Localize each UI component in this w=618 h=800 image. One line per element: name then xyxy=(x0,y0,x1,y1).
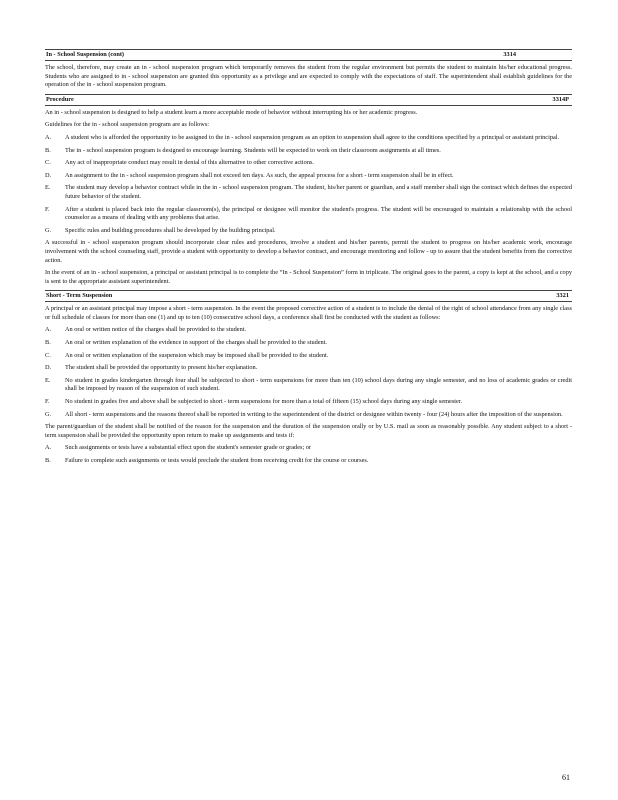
item-label: B. xyxy=(45,146,51,154)
list-item xyxy=(45,364,572,373)
item-label: D. xyxy=(45,364,52,372)
paragraph: The school, therefore, may create an in - school suspension program which temporarily removes the student from the regular environment but permits the student to maintain his/her educational progress. Students who are assigned to in - school suspension are granted this opportunity as a privilege and are expected to comply with the expectations of staff. The superintendent shall establish guidelines for the operation of the in - school suspension program. xyxy=(45,64,572,89)
section-code: 3314P xyxy=(552,95,569,103)
list-item xyxy=(45,352,572,361)
item-label: C. xyxy=(45,159,51,167)
item-text: After a student is placed back into the regular classroom(s), the principal or designee will monitor the student's progress. The student will be encouraged to maintain a relationship with the school counselor as a means of dealing with any problems that arise. xyxy=(65,205,572,222)
section-code: 3314 xyxy=(503,51,516,58)
list-item xyxy=(45,134,572,143)
item-label: G. xyxy=(45,226,52,234)
item-text: An oral or written explanation of the evidence in support of the charges shall be provided to the student. xyxy=(65,339,328,347)
item-label: A. xyxy=(45,444,52,452)
item-label: F. xyxy=(45,205,50,213)
item-text: The student may develop a behavior contract while in the in - school suspension program. The student, his/her parent or guardian, and a staff member shall sign the contract which defines the expected future behavior of the student. xyxy=(65,184,572,200)
list-item xyxy=(45,184,572,201)
paragraph: An in - school suspension is designed to help a student learn a more acceptable mode of behavior without interrupting his or her academic progress. xyxy=(45,108,418,116)
paragraph: A principal or an assistant principal may impose a short - term suspension. In the event the proposed corrective action of a student is to include the denial of the right of school attendance from any single class or full schedule of classes for more than one (1) and up to ten (10) consecutive school days, a conference shall first be conducted with the student as follows: xyxy=(45,305,572,321)
item-label: A. xyxy=(45,133,52,141)
section-header-procedure xyxy=(45,94,572,106)
item-text: Failure to complete such assignments or tests would preclude the student from receiving credit for the course or courses. xyxy=(65,457,369,464)
list-item xyxy=(45,377,572,394)
list-item xyxy=(45,411,572,420)
item-text: No student in grades kindergarten through four shall be subjected to short - term suspensions for more than ten (10) school days during any single semester, and no loss of academic grades or credit shall be imposed by reason of the suspension of such student. xyxy=(65,376,572,393)
section-code: 3321 xyxy=(556,292,569,300)
item-text: An oral or written notice of the charges shall be provided to the student. xyxy=(65,326,247,334)
item-text: Any act of inappropriate conduct may result in denial of this alternative to other corrective actions. xyxy=(65,159,314,167)
item-text: All short - term suspensions and the reasons thereof shall be reported in writing to the superintendent of the district or designee within twenty - four (24) hours after the imposition of the suspension. xyxy=(65,410,563,418)
item-text: An oral or written explanation of the suspension which may be imposed shall be provided to the student. xyxy=(65,351,329,359)
item-text: Such assignments or tests have a substantial effect upon the student's semester grade or grades; or xyxy=(65,444,312,452)
item-text: An assignment to the in - school suspension program shall not exceed ten days. As such, the appeal process for a short - term suspension shall be in effect. xyxy=(65,171,454,179)
item-text: The student shall be provided the opportunity to present his/her explanation. xyxy=(65,364,258,372)
paragraph: The parent/guardian of the student shall be notified of the reason for the suspension and the duration of the suspension orally or by U.S. mail as soon as reasonably possible. Any student subject to a short - term suspension shall be provided the opportunity upon return to make up assignments and tests if: xyxy=(45,423,572,439)
section-title: Procedure xyxy=(46,95,74,103)
list-item xyxy=(45,159,572,168)
paragraph: Guidelines for the in - school suspension program are as follows: xyxy=(45,121,210,129)
list-item xyxy=(45,398,572,407)
item-text: A student who is afforded the opportunity to be assigned to the in - school suspension program as an option to suspension shall agree to the conditions specified by a principal or assistant principal. xyxy=(65,133,560,141)
item-label: B. xyxy=(45,339,51,347)
section-title: Short - Term Suspension xyxy=(46,292,113,300)
section-header-in-school-suspension-cont xyxy=(45,49,572,61)
item-label: B. xyxy=(45,457,51,464)
list-item xyxy=(45,339,572,348)
item-label: D. xyxy=(45,171,52,179)
item-label: E. xyxy=(45,376,51,384)
item-text: The in - school suspension program is designed to encourage learning. Students will be expected to work on their classroom assignments at all times. xyxy=(65,146,441,154)
section-title: In - School Suspension (cont) xyxy=(46,51,125,58)
list-item xyxy=(45,172,572,181)
item-label: G. xyxy=(45,410,52,418)
section-header-short-term-suspension xyxy=(45,290,572,302)
list-item xyxy=(45,444,572,453)
item-text: Specific rules and building procedures shall be developed by the building principal. xyxy=(65,226,276,234)
list-item xyxy=(45,457,572,466)
paragraph: A successful in - school suspension program should incorporate clear rules and procedures, involve a student and his/her parents, permit the student to progress on his/her academic work, encourage involvement with the school counseling staff, provide a student with opportunity to develop a behavior contract, and encourage monitoring and follow - up to assure that the student benefits from the corrective action. xyxy=(45,239,572,264)
item-text: No student in grades five and above shall be subjected to short - term suspensions for more than a total of fifteen (15) school days during any single semester. xyxy=(65,398,463,406)
item-label: E. xyxy=(45,184,51,192)
list-item xyxy=(45,326,572,335)
list-item xyxy=(45,206,572,223)
list-item xyxy=(45,147,572,156)
paragraph: In the event of an in - school suspension, a principal or assistant principal is to complete the “In - School Suspension” form in triplicate. The original goes to the parent, a copy is kept at the school, and a copy is sent to the appropriate assistant superintendent. xyxy=(45,269,572,285)
page-number: 61 xyxy=(562,773,570,782)
list-item xyxy=(45,227,572,236)
item-label: A. xyxy=(45,326,52,334)
item-label: F. xyxy=(45,398,50,406)
item-label: C. xyxy=(45,351,51,359)
policy-page xyxy=(45,49,572,470)
